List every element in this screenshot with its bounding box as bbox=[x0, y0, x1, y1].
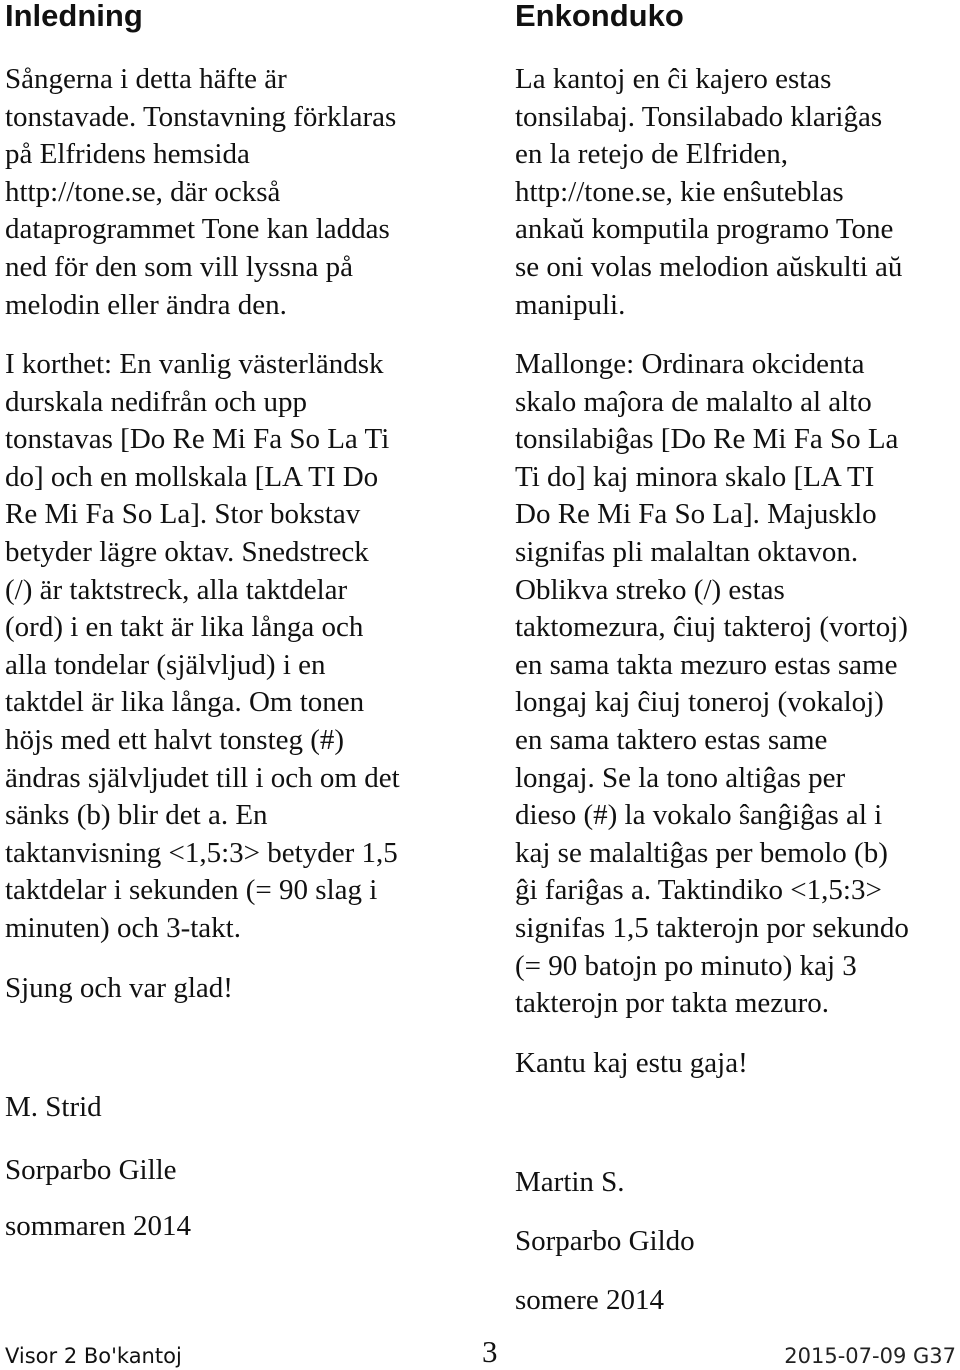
esperanto-author-name: Martin S. bbox=[515, 1166, 625, 1198]
swedish-explanation-paragraph: I korthet: En vanlig västerländsk durskala nedifrån och upp tonstavas [Do Re Mi Fa So La Ti do] och en mollskala [LA TI Do Re Mi Fa So La]. Stor bokstav betyder lägre oktav. Snedstreck (/) är taktstreck, alla taktdelar (ord) i en takt är lika långa och alla tondelar (självljud) i en taktdel är lika långa. Om tonen höjs med ett halvt tonsteg (#) ändras självljudet till i och om det sänks (b) blir det a. En taktanvisning <1,5:3> betyder 1,5 taktdelar i sekunden (= 90 slag i minuten) och 3-takt. bbox=[5, 348, 400, 944]
esperanto-closing-line: Kantu kaj estu gaja! bbox=[515, 1047, 748, 1079]
footer-book-title: Visor 2 Bo'kantoj bbox=[5, 1344, 182, 1368]
esperanto-date: somere 2014 bbox=[515, 1284, 664, 1316]
page-footer bbox=[0, 1328, 960, 1368]
esperanto-author-group: Sorparbo Gildo bbox=[515, 1225, 695, 1257]
swedish-date: sommaren 2014 bbox=[5, 1210, 192, 1242]
swedish-heading: Inledning bbox=[5, 0, 143, 33]
esperanto-explanation-paragraph: Mallonge: Ordinara okcidenta skalo maĵora de malalto al alto tonsilabiĝas [Do Re Mi Fa So La Ti do] kaj minora skalo [LA TI Do Re Mi Fa So La]. Majusklo signifas pli malaltan oktavon. Oblikva streko (/) estas taktomezura, ĉiuj takteroj (vortoj) en sama takta mezuro estas same longaj kaj ĉiuj toneroj (vokaloj) en sama taktero estas same longaj. Se la tono altiĝas per dieso (#) la vokalo ŝanĝiĝas al i kaj se malaltiĝas per bemolo (b) ĝi fariĝas a. Taktindiko <1,5:3> signifas 1,5 takterojn por sekundo (= 90 batojn po minuto) kaj 3 takterojn por takta mezuro. bbox=[515, 348, 909, 1020]
swedish-intro-paragraph: Sångerna i detta häfte är tonstavade. Tonstavning förklaras på Elfridens hemsida http://tone.se, där också dataprogrammet Tone kan laddas ned för den som vill lyssna på melodin eller ändra den. bbox=[5, 63, 397, 321]
swedish-closing-line: Sjung och var glad! bbox=[5, 972, 233, 1004]
page-number: 3 bbox=[482, 1334, 498, 1369]
esperanto-intro-paragraph: La kantoj en ĉi kajero estas tonsilabaj. Tonsilabado klariĝas en la retejo de Elfriden, http://tone.se, kie enŝuteblas ankaŭ komputila programo Tone se oni volas melodion aŭskulti aŭ manipuli. bbox=[515, 63, 903, 321]
swedish-author-group: Sorparbo Gille bbox=[5, 1154, 177, 1186]
esperanto-heading: Enkonduko bbox=[515, 0, 684, 33]
footer-date-code: 2015-07-09 G37 bbox=[784, 1344, 956, 1368]
swedish-author-name: M. Strid bbox=[5, 1091, 102, 1123]
